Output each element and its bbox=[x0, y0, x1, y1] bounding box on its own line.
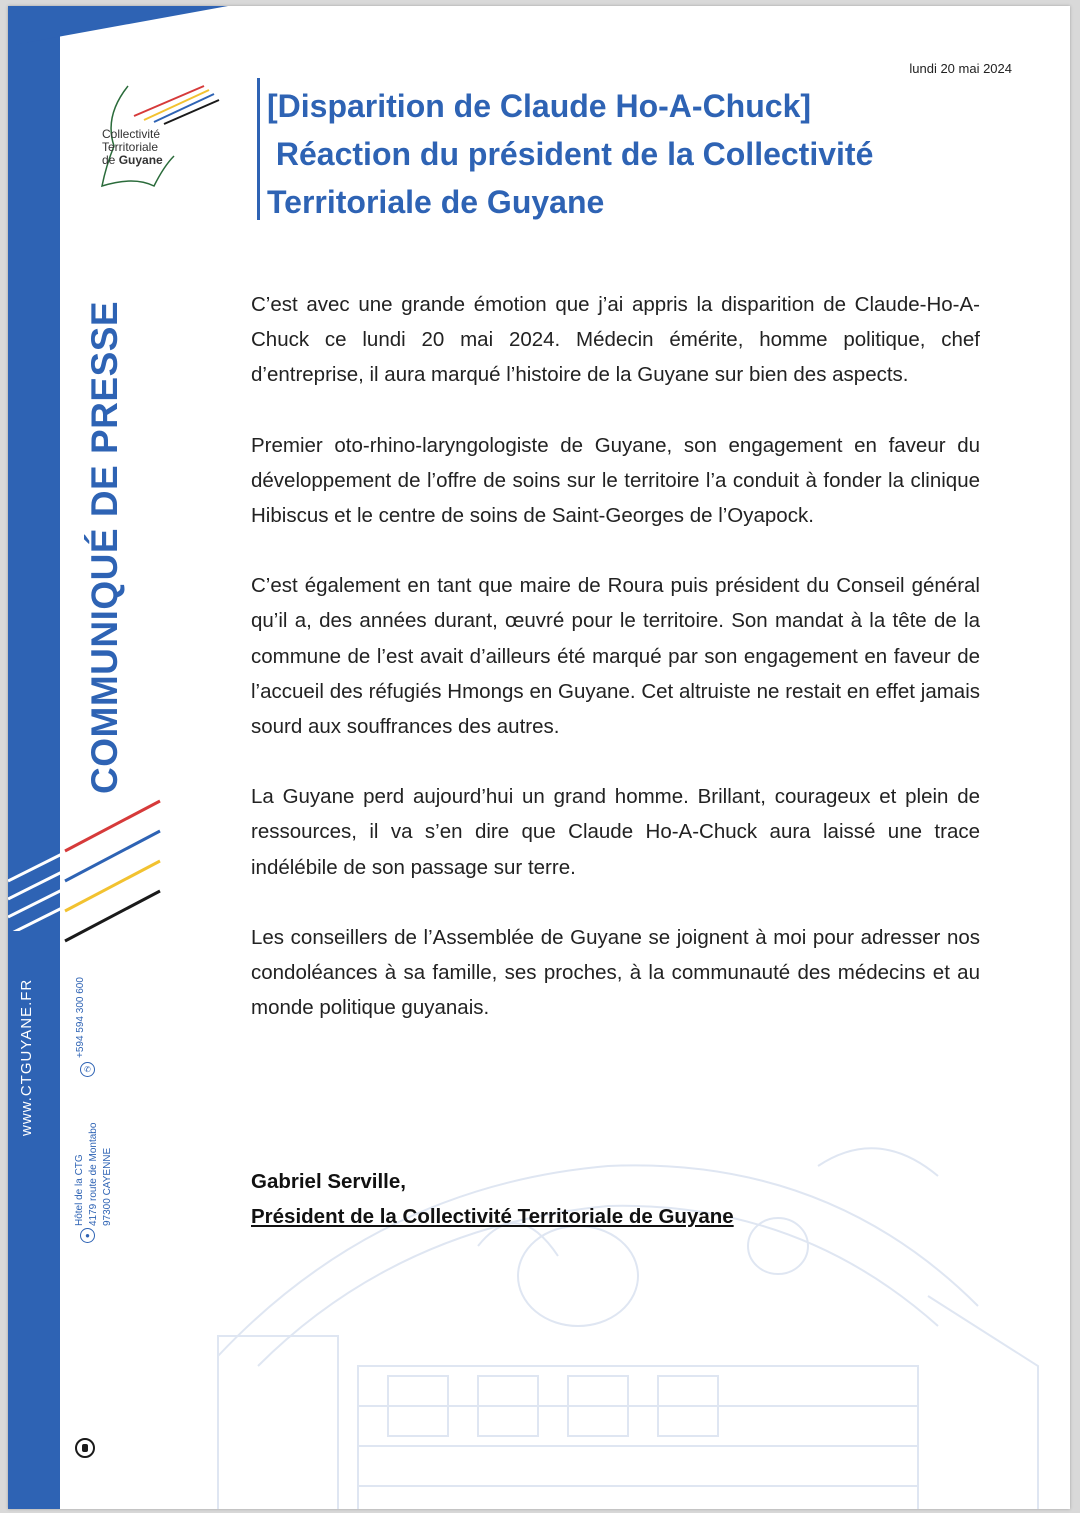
ctg-logo bbox=[94, 76, 224, 196]
phone-number: +594 594 300 600 bbox=[75, 977, 86, 1058]
release-date: lundi 20 mai 2024 bbox=[909, 61, 1012, 76]
body-paragraph: C’est également en tant que maire de Roura puis président du Conseil général qu’il a, des années durant, œuvré pour le territoire. Son mandat à la tête de la commune de l’est avait d’ailleurs été marqué par son engagement en faveur de l’accueil des réfugiés Hmongs en Guyane. Cet altruiste ne restait en effet jamais sourd aux souffrances des autres. bbox=[251, 574, 980, 739]
website-text: www.CTGUYANE.FR bbox=[18, 978, 35, 1136]
title-accent-bar bbox=[257, 78, 260, 220]
body-paragraph: La Guyane perd aujourd’hui un grand homme. Brillant, courageux et plein de ressources, il va s’en dire que Claude Ho-A-Chuck aura laissé une trace indélébile de son passage sur terre. bbox=[251, 785, 980, 879]
logo-line-1: Collectivité bbox=[102, 127, 161, 141]
signatory-role: Président de la Collectivité Territoriale de Guyane bbox=[251, 1205, 734, 1228]
location-pin-icon: ● bbox=[80, 1228, 95, 1243]
address-line-1: Hôtel de la CTG bbox=[74, 1154, 85, 1226]
body-paragraph: Les conseillers de l’Assemblée de Guyane se joignent à moi pour adresser nos condoléances à sa famille, ses proches, à la communauté des médecins et au monde politique guyanais. bbox=[251, 925, 980, 1020]
blue-side-band bbox=[8, 6, 60, 1509]
logo-wordmark bbox=[102, 128, 163, 167]
blue-band-top-wedge bbox=[8, 6, 228, 46]
title-line-2: Réaction du président de la Collectivité bbox=[267, 136, 874, 172]
signatory-name: Gabriel Serville, bbox=[251, 1170, 406, 1193]
address-line-3: 97300 CAYENNE bbox=[102, 1147, 113, 1226]
address-line-2: 4179 route de Montabo bbox=[88, 1122, 99, 1226]
release-title bbox=[267, 82, 967, 226]
body-paragraph: C’est avec une grande émotion que j’ai appris la disparition de Claude-Ho-A-Chuck ce lundi 20 mai 2024. Médecin émérite, homme politique, chef d’entreprise, il aura marqué l’histoire de la Guyane sur bien des aspects. bbox=[251, 293, 980, 387]
signature-block bbox=[251, 1164, 734, 1234]
flag-color-strokes bbox=[60, 796, 170, 956]
press-release-page bbox=[8, 6, 1070, 1509]
title-line-1: [Disparition de Claude Ho-A-Chuck] bbox=[267, 88, 812, 124]
logo-line-3-bold: Guyane bbox=[118, 153, 163, 167]
release-body bbox=[251, 287, 980, 1060]
body-paragraph: Premier oto-rhino-laryngologiste de Guyane, son engagement en faveur du développement de l’offre de soins sur le territoire l’a conduit à fonder la clinique Hibiscus et le centre de soins de Saint-Georges de l’Oyapock. bbox=[251, 433, 980, 528]
title-line-3: Territoriale de Guyane bbox=[267, 184, 605, 220]
accessibility-icon bbox=[75, 1438, 95, 1458]
logo-line-2: Territoriale bbox=[102, 140, 159, 154]
phone-icon: ✆ bbox=[80, 1062, 95, 1077]
press-release-label: COMMUNIQUÉ DE PRESSE bbox=[84, 300, 125, 794]
logo-line-3 bbox=[102, 154, 163, 167]
logo-line-3-prefix: de bbox=[102, 153, 116, 167]
